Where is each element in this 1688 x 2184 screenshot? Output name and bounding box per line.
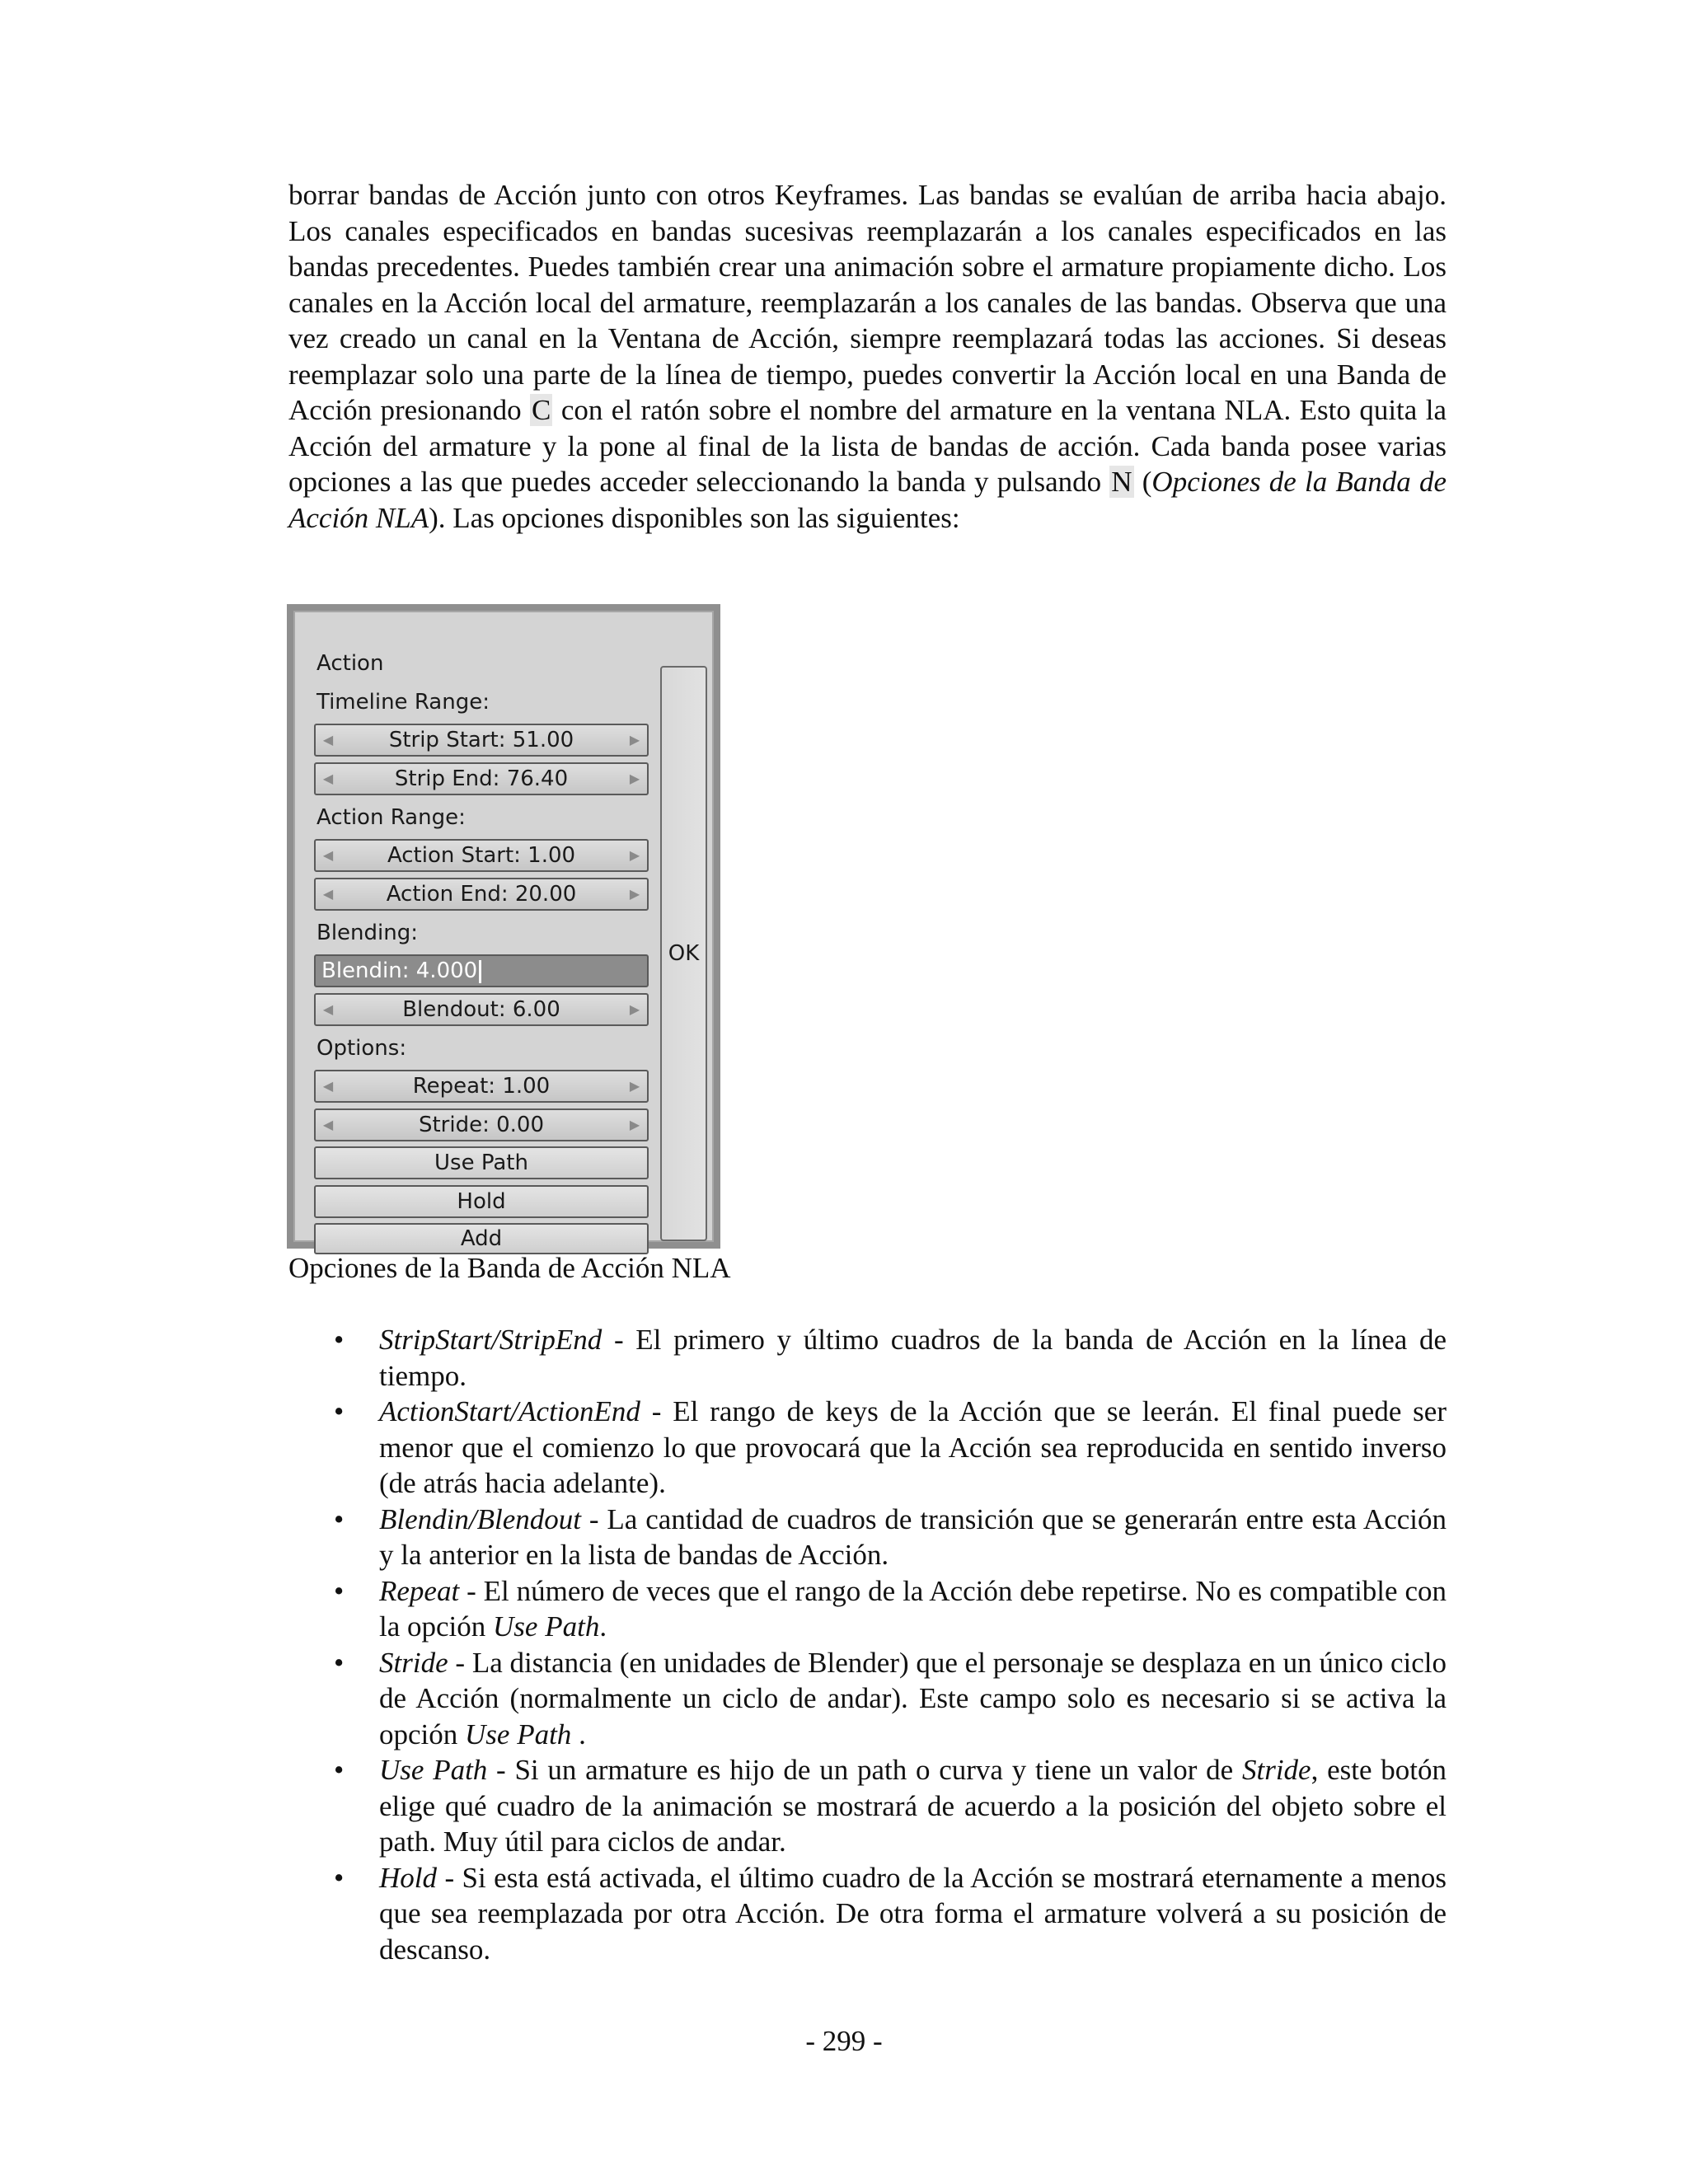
term: ActionStart/ActionEnd [379, 1395, 640, 1427]
strip-start-field[interactable] [314, 724, 649, 757]
increment-icon[interactable]: ▶ [629, 1078, 640, 1094]
decrement-icon[interactable]: ◀ [322, 886, 334, 902]
increment-icon[interactable]: ▶ [629, 771, 640, 786]
strip-end-field[interactable] [314, 762, 649, 795]
decrement-icon[interactable]: ◀ [322, 1078, 334, 1094]
stride-field[interactable] [314, 1108, 649, 1141]
intro-text-1: borrar bandas de Acción junto con otros Keyframes. Las bandas se evalúan de arriba hacia abajo. Los canales especificados en bandas sucesivas reemplazarán a los canales especificados en las bandas precedentes. Puedes también crear una animación sobre el armature propiamente dicho. Los canales en la Acción local del armature, reemplazarán a los canales de las bandas. Observa que una vez creado un canal en la Ventana de Acción, siempre reemplazará todas las acciones. Si deseas reemplazar solo una parte de la línea de tiempo, puedes convertir la Acción local en una Banda de Acción presionando [288, 179, 1447, 426]
list-item [288, 1752, 1447, 1860]
bullet: • [334, 1324, 345, 1356]
options-label: Options: [316, 1036, 407, 1061]
blendin-field[interactable] [314, 954, 649, 987]
blending-label: Blending: [316, 921, 419, 945]
blendout-value: Blendout: 6.00 [402, 997, 560, 1022]
blendin-value: Blendin: 4.000 [321, 958, 478, 983]
term: Stride [379, 1646, 448, 1679]
add-button[interactable]: Add [314, 1223, 649, 1254]
list-item [288, 1322, 1447, 1394]
intro-paragraph [288, 177, 1447, 536]
bullet: • [334, 1754, 345, 1786]
term: Use Path [493, 1610, 600, 1643]
key-c: C [532, 394, 551, 426]
bullet: • [334, 1574, 345, 1607]
repeat-value: Repeat: 1.00 [412, 1074, 551, 1099]
paren-open: ( [1142, 466, 1152, 498]
intro-text-3: ). Las opciones disponibles son las siguientes: [429, 501, 960, 534]
description: - El rango de keys de la Acción que se leerán. El final puede ser menor que el comienzo lo que provocará que la Acción sea reproducida en sentido inverso (de atrás hacia adelante). [379, 1395, 1447, 1499]
description: - Si un armature es hijo de un path o curva y tiene un valor de [487, 1754, 1242, 1786]
list-item [288, 1394, 1447, 1502]
decrement-icon[interactable]: ◀ [322, 847, 334, 863]
increment-icon[interactable]: ▶ [629, 886, 640, 902]
term: Repeat [379, 1574, 460, 1607]
key-n: N [1111, 466, 1132, 498]
bullet: • [334, 1646, 345, 1679]
list-item [288, 1573, 1447, 1645]
increment-icon[interactable]: ▶ [629, 1001, 640, 1017]
term: Use Path [379, 1754, 488, 1786]
description: . [571, 1718, 586, 1750]
action-start-field[interactable] [314, 839, 649, 872]
bullet: • [334, 1395, 345, 1427]
increment-icon[interactable]: ▶ [629, 1117, 640, 1132]
action-end-value: Action End: 20.00 [386, 882, 577, 907]
list-item [288, 1502, 1447, 1573]
list-item [288, 1860, 1447, 1968]
option-list [288, 1322, 1447, 1967]
blendout-field[interactable] [314, 993, 649, 1026]
ok-button[interactable]: OK [660, 666, 707, 1241]
figure-caption: Opciones de la Banda de Acción NLA [288, 1252, 731, 1284]
panel-body [293, 611, 714, 1251]
action-start-value: Action Start: 1.00 [387, 843, 576, 868]
strip-end-value: Strip End: 76.40 [394, 766, 569, 791]
decrement-icon[interactable]: ◀ [322, 1001, 334, 1017]
repeat-field[interactable] [314, 1070, 649, 1103]
description: - El número de veces que el rango de la Acción debe repetirse. No es compatible con la opción [379, 1574, 1447, 1643]
action-range-label: Action Range: [316, 805, 466, 830]
term: StripStart/StripEnd [379, 1324, 603, 1356]
timeline-range-label: Timeline Range: [316, 690, 490, 715]
description: - La cantidad de cuadros de transición que se generarán entre esta Acción y la anterior en la lista de bandas de Acción. [379, 1502, 1447, 1571]
strip-start-value: Strip Start: 51.00 [388, 728, 574, 752]
term: Blendin/Blendout [379, 1502, 581, 1535]
action-end-field[interactable] [314, 878, 649, 911]
description: . [599, 1610, 607, 1643]
term: Stride [1241, 1754, 1311, 1786]
panel-title: Action [316, 651, 384, 676]
bullet: • [334, 1861, 345, 1894]
description: - Si esta está activada, el último cuadro de la Acción se mostrará eternamente a menos que sea reemplazada por otra Acción. De otra forma el armature volverá a su posición de descanso. [379, 1861, 1447, 1966]
term: Hold [379, 1861, 437, 1894]
decrement-icon[interactable]: ◀ [322, 771, 334, 786]
increment-icon[interactable]: ▶ [629, 732, 640, 748]
description: , este botón elige qué cuadro de la animación se mostrará de acuerdo a la posición del objeto sobre el path. Muy útil para ciclos de andar. [379, 1754, 1447, 1858]
description: - El primero y último cuadros de la banda de Acción en la línea de tiempo. [379, 1324, 1447, 1392]
decrement-icon[interactable]: ◀ [322, 1117, 334, 1132]
intro-text-2: con el ratón sobre el nombre del armature en la ventana NLA. Esto quita la Acción del armature y la pone al final de la lista de bandas de acción. Cada banda posee varias opciones a las que puedes acceder seleccionando la banda y pulsando [288, 394, 1447, 498]
bullet: • [334, 1502, 345, 1535]
stride-value: Stride: 0.00 [418, 1113, 545, 1137]
text-cursor [479, 960, 481, 983]
increment-icon[interactable]: ▶ [629, 847, 640, 863]
nla-strip-options-panel [287, 604, 720, 1249]
term: Use Path [465, 1718, 572, 1750]
description: - La distancia (en unidades de Blender) que el personaje se desplaza en un único ciclo de Acción (normalmente un ciclo de andar). Este campo solo es necesario si se activa la opción [379, 1646, 1447, 1750]
decrement-icon[interactable]: ◀ [322, 732, 334, 748]
hold-button[interactable]: Hold [314, 1185, 649, 1218]
intro-italic-ref: Opciones de la Banda de Acción NLA [288, 466, 1447, 534]
use-path-button[interactable]: Use Path [314, 1146, 649, 1179]
page-number: - 299 - [805, 2025, 883, 2057]
list-item [288, 1645, 1447, 1753]
